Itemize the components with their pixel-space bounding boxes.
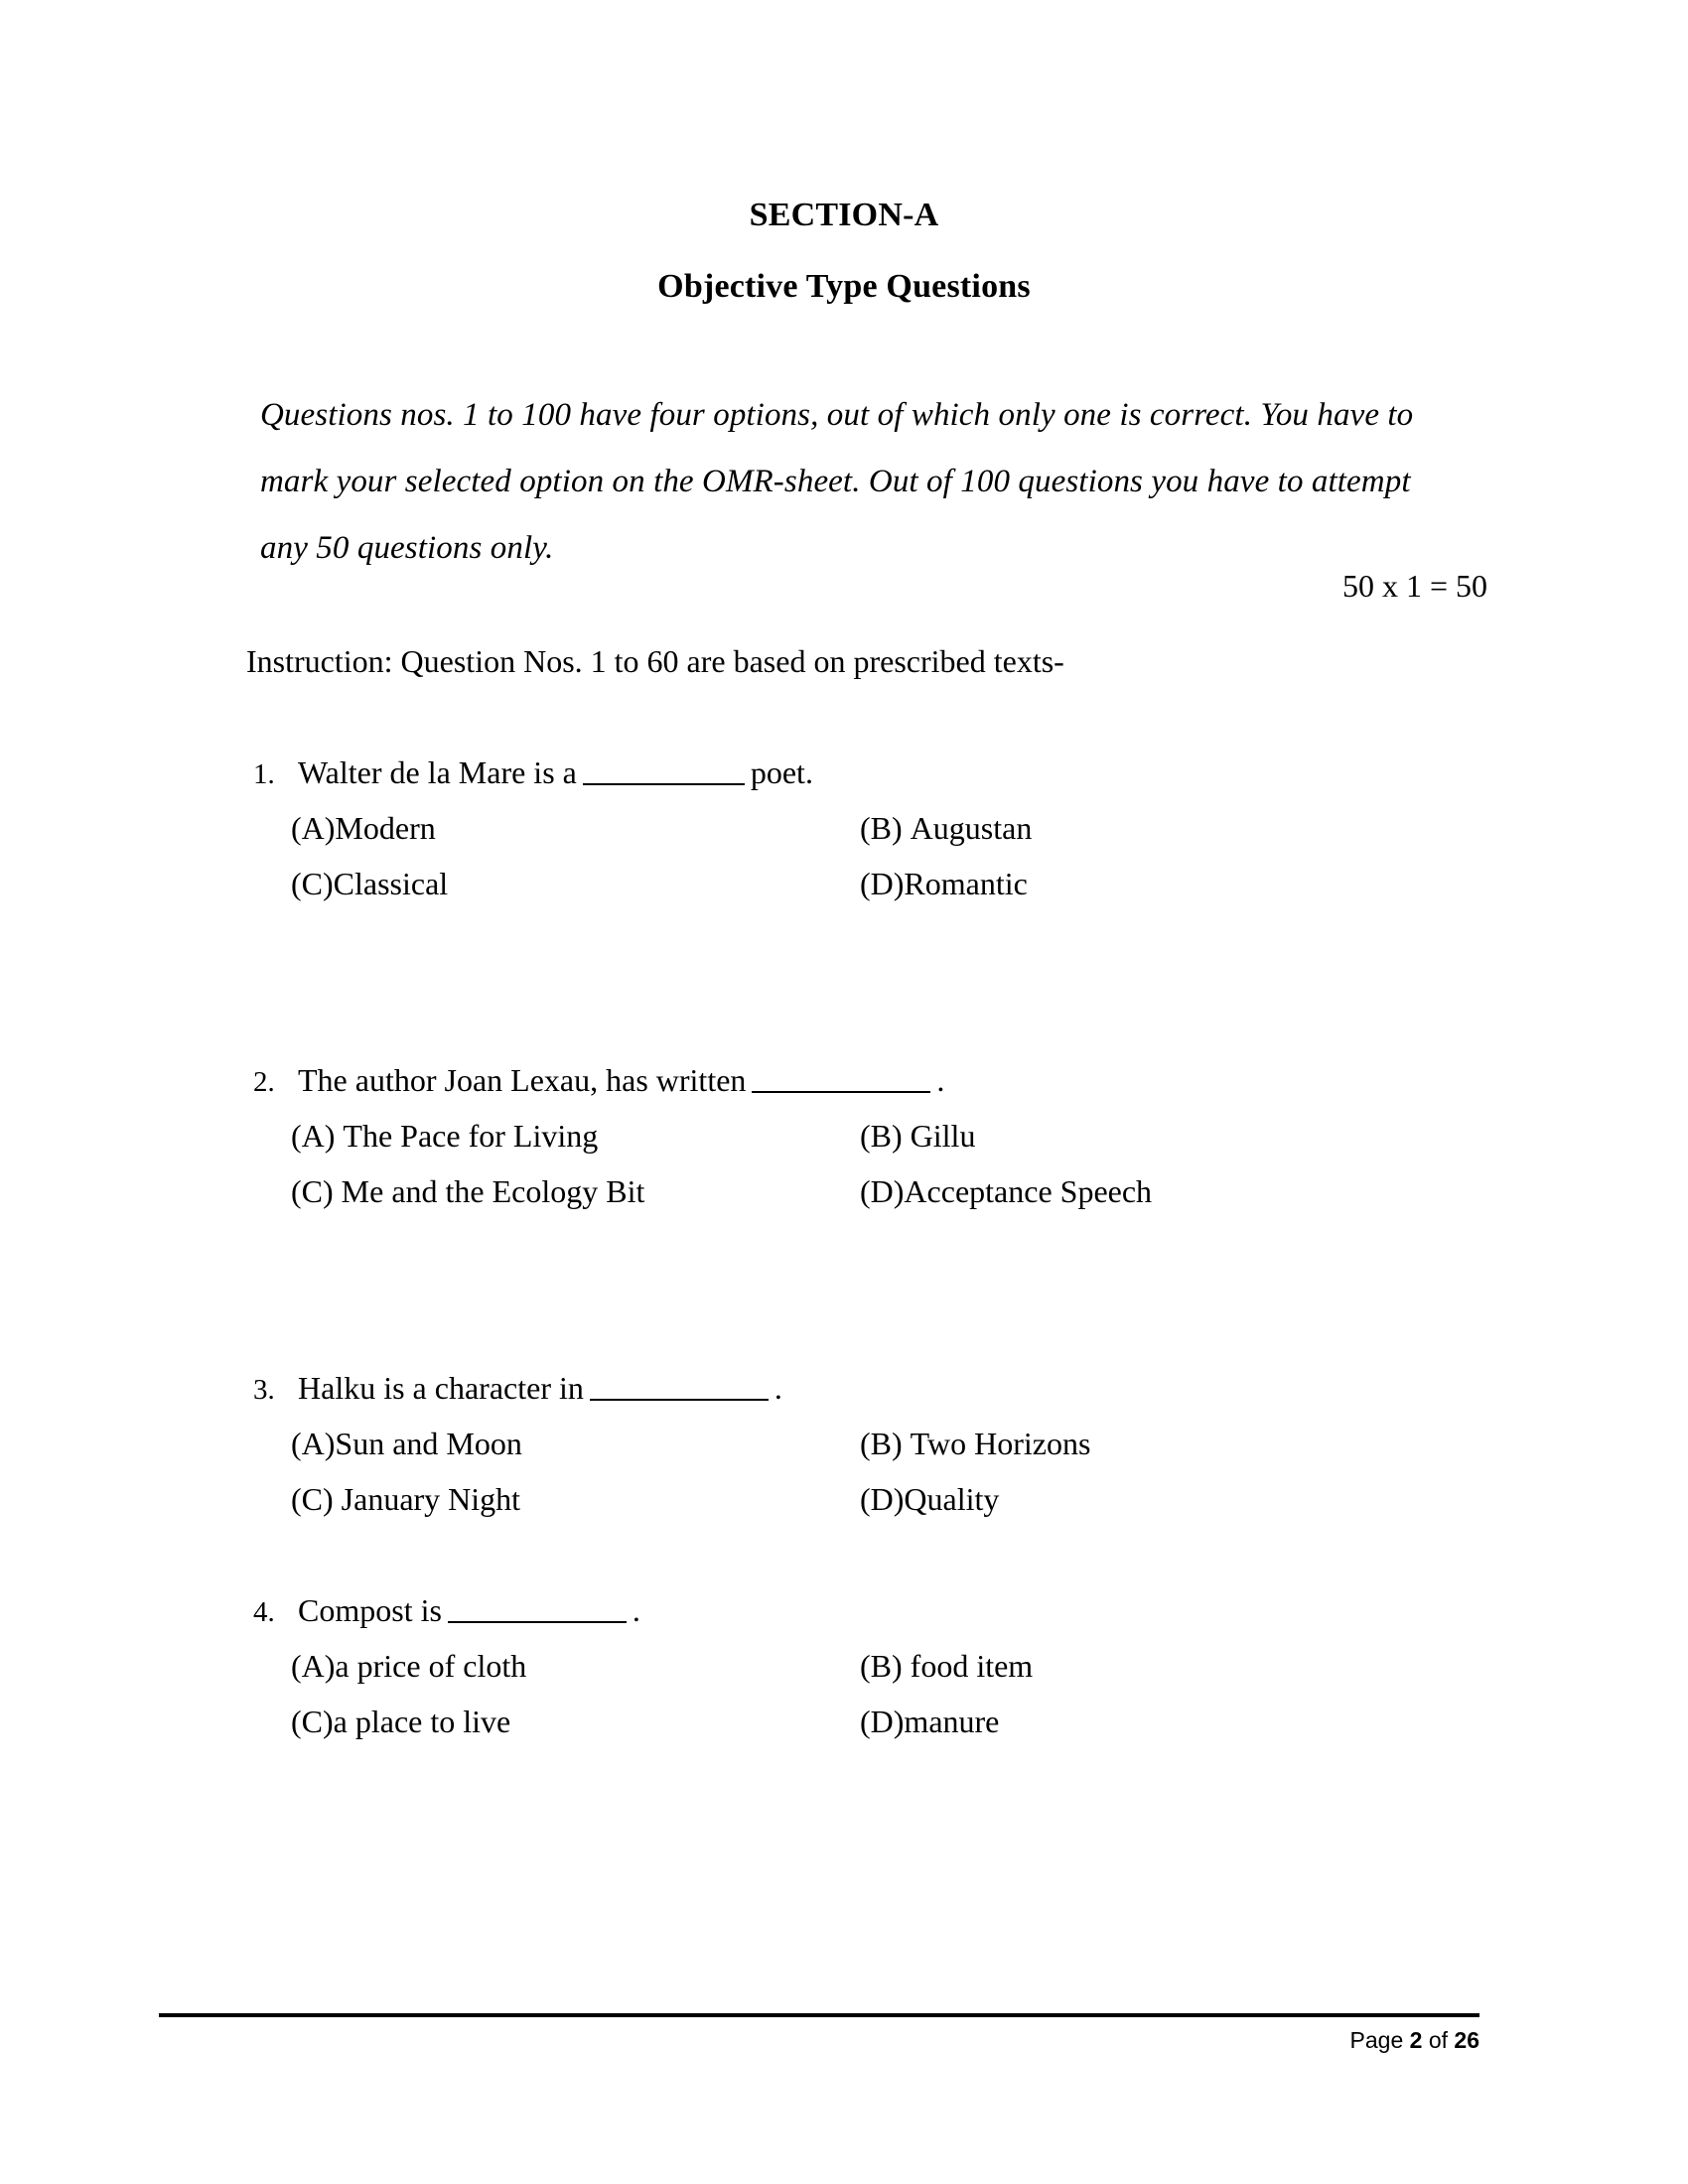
- option-a[interactable]: [291, 1648, 526, 1685]
- question-number: 3.: [253, 1374, 275, 1406]
- option-c-label: January Night: [341, 1481, 521, 1517]
- section-heading: SECTION-A: [749, 197, 939, 233]
- question-item: [0, 751, 1688, 921]
- footer-of-label: of: [1428, 2027, 1449, 2053]
- option-a-label: Sun and Moon: [335, 1426, 522, 1461]
- option-a-label: The Pace for Living: [343, 1118, 599, 1154]
- option-a[interactable]: [291, 1118, 598, 1155]
- option-row: [0, 1704, 1688, 1759]
- option-a[interactable]: [291, 1426, 522, 1462]
- page-footer: [0, 2027, 1479, 2054]
- question-stem: [253, 1588, 1688, 1634]
- option-a-tag: (A): [291, 1648, 336, 1684]
- option-d-label: Quality: [904, 1481, 1000, 1517]
- option-c-tag: (C): [291, 1173, 334, 1209]
- option-a-tag: (A): [291, 1118, 336, 1154]
- question-text-before-blank: Compost is: [298, 1592, 442, 1628]
- option-b-label: Two Horizons: [910, 1426, 1091, 1461]
- question-stem: [253, 751, 1688, 796]
- option-a-tag: (A): [291, 1426, 336, 1461]
- option-d-tag: (D): [860, 866, 905, 901]
- option-c-label: Classical: [333, 866, 449, 901]
- option-a-label: Modern: [335, 810, 436, 846]
- question-item: [0, 1366, 1688, 1537]
- option-b-tag: (B): [860, 1118, 903, 1154]
- option-list: [0, 810, 1688, 921]
- option-c-label: Me and the Ecology Bit: [341, 1173, 645, 1209]
- exam-instructions-paragraph: Questions nos. 1 to 100 have four options, out of which only one is correct. You have to mark your selected option on the OMR-sheet. Out of 100 questions you have to attempt any 50 questions only.: [260, 397, 1414, 566]
- option-row: [0, 1173, 1688, 1229]
- footer-divider: [159, 2013, 1479, 2017]
- question-text-after-blank: .: [774, 1370, 782, 1406]
- question-number: 2.: [253, 1066, 275, 1098]
- option-row: [0, 1481, 1688, 1537]
- answer-blank: [583, 757, 745, 785]
- option-d[interactable]: [860, 1173, 1152, 1210]
- question-number: 1.: [253, 758, 275, 790]
- option-c-tag: (C): [291, 1704, 334, 1739]
- option-c[interactable]: [291, 866, 448, 902]
- option-b-tag: (B): [860, 1426, 903, 1461]
- footer-total-pages: 26: [1454, 2027, 1479, 2053]
- option-c-tag: (C): [291, 1481, 334, 1517]
- option-list: [0, 1648, 1688, 1759]
- option-d-tag: (D): [860, 1173, 905, 1209]
- marks-allocation: 50 x 1 = 50: [1341, 568, 1487, 604]
- question-text-after-blank: poet.: [750, 754, 813, 790]
- option-b-tag: (B): [860, 810, 903, 846]
- question-stem: [253, 1058, 1688, 1104]
- option-d[interactable]: [860, 866, 1028, 902]
- option-list: [0, 1426, 1688, 1537]
- option-d-label: Acceptance Speech: [904, 1173, 1153, 1209]
- option-c[interactable]: [291, 1704, 510, 1740]
- option-b[interactable]: [860, 1426, 1090, 1462]
- option-row: [0, 866, 1688, 921]
- question-text-before-blank: Walter de la Mare is a: [298, 754, 577, 790]
- question-text-before-blank: The author Joan Lexau, has written: [298, 1062, 747, 1098]
- option-d-tag: (D): [860, 1481, 905, 1517]
- question-item: [0, 1588, 1688, 1759]
- option-row: [0, 1648, 1688, 1704]
- option-d[interactable]: [860, 1481, 999, 1518]
- option-b[interactable]: [860, 1648, 1033, 1685]
- question-text-after-blank: .: [936, 1062, 945, 1098]
- option-d-tag: (D): [860, 1704, 905, 1739]
- option-row: [0, 810, 1688, 866]
- question-stem: [253, 1366, 1688, 1412]
- option-b-tag: (B): [860, 1648, 903, 1684]
- option-b[interactable]: [860, 810, 1032, 847]
- option-c-label: a place to live: [333, 1704, 511, 1739]
- option-list: [0, 1118, 1688, 1229]
- answer-blank: [448, 1595, 627, 1623]
- question-number: 4.: [253, 1596, 275, 1628]
- option-b-label: Gillu: [910, 1118, 976, 1154]
- option-a[interactable]: [291, 810, 436, 847]
- option-d-label: Romantic: [904, 866, 1028, 901]
- option-d[interactable]: [860, 1704, 999, 1740]
- option-a-label: a price of cloth: [335, 1648, 527, 1684]
- prescribed-texts-instruction: Instruction: Question Nos. 1 to 60 are based on prescribed texts-: [246, 643, 1064, 679]
- option-row: [0, 1118, 1688, 1173]
- option-b-label: Augustan: [910, 810, 1033, 846]
- question-item: [0, 1058, 1688, 1229]
- option-b-label: food item: [910, 1648, 1034, 1684]
- option-c-tag: (C): [291, 866, 334, 901]
- answer-blank: [590, 1373, 769, 1401]
- answer-blank: [752, 1065, 930, 1093]
- footer-page-label: Page: [1349, 2027, 1404, 2053]
- footer-page-number: 2: [1409, 2027, 1423, 2053]
- section-subtitle: Objective Type Questions: [657, 268, 1031, 305]
- question-text-after-blank: .: [632, 1592, 640, 1628]
- option-c[interactable]: [291, 1481, 520, 1518]
- option-d-label: manure: [904, 1704, 1000, 1739]
- option-row: [0, 1426, 1688, 1481]
- question-text-before-blank: Halku is a character in: [298, 1370, 584, 1406]
- option-b[interactable]: [860, 1118, 975, 1155]
- option-c[interactable]: [291, 1173, 644, 1210]
- option-a-tag: (A): [291, 810, 336, 846]
